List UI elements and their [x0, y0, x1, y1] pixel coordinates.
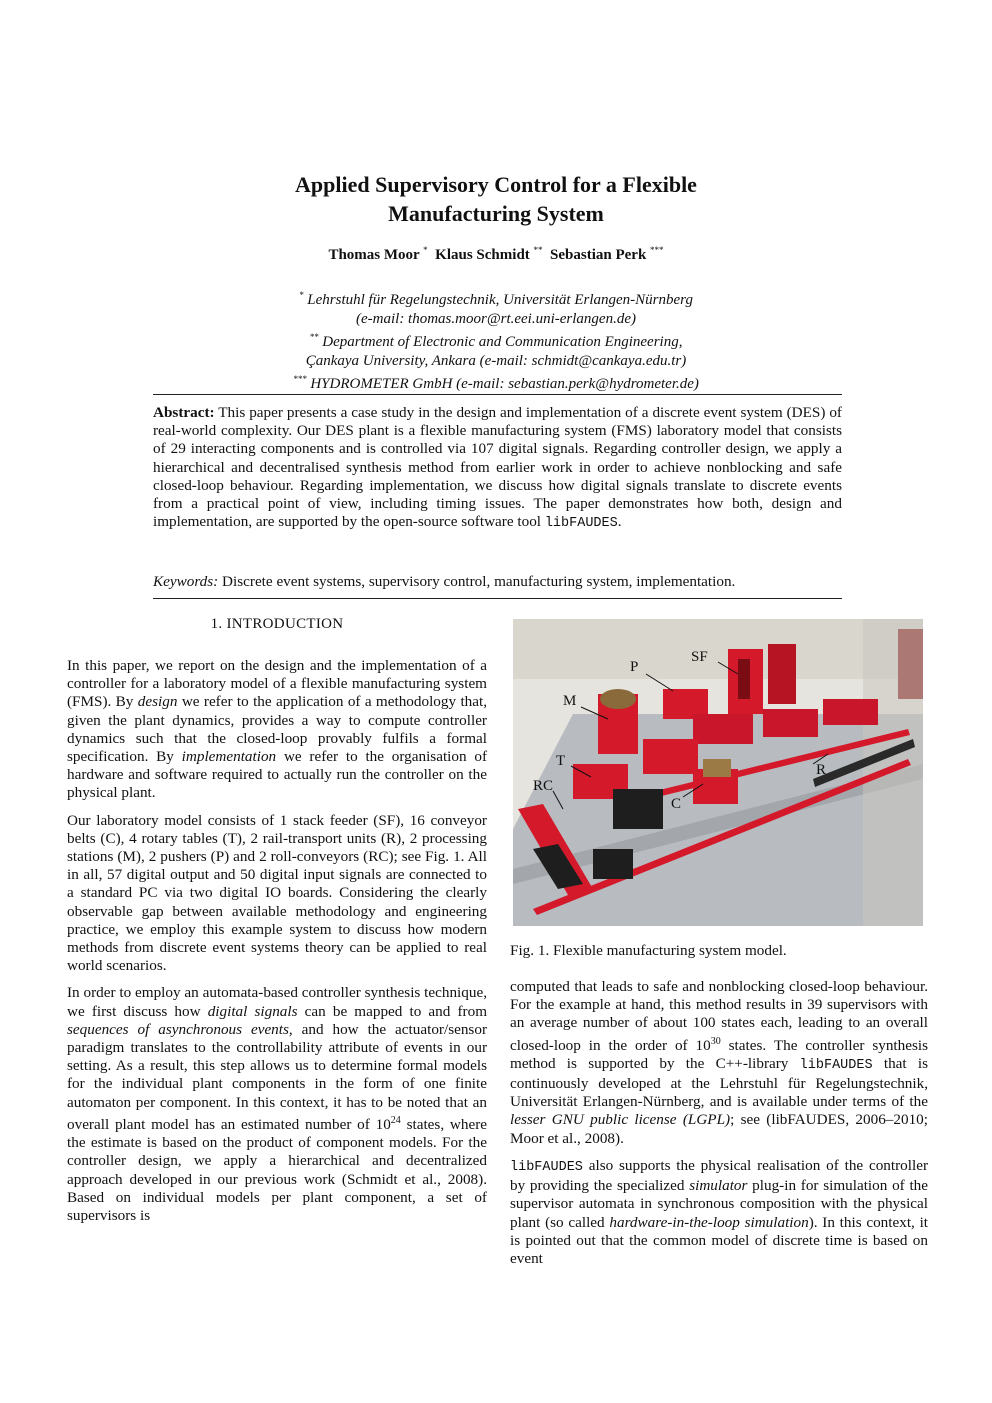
- text-run: Our laboratory model consists of 1 stack feeder (SF), 16 conveyor belts (C), 4 rotary tables (T), 2 rail-transport units (R), 2 processing stations (M), 2 pushers (P) and 2 roll-conveyors (RC); see Fig. 1. All in all, 57 digital output and 50 digital input signals are connected to a standard PC via two digital IO boards. Considering the clearly observable gap between available methodology and engineering practice, we employ this example system to discuss how modern methods from discrete event systems theory can be applied to real world scenarios.: [67, 811, 487, 975]
- label-rc: RC: [533, 778, 554, 794]
- author-mark: **: [533, 245, 543, 255]
- affiliation-mark: ***: [293, 374, 307, 384]
- conveyor-belt: [593, 849, 633, 879]
- label-sf: SF: [691, 649, 708, 665]
- number: 10: [375, 1115, 391, 1133]
- text-run: In this paper, we report on the design and the implementation of a controller for a laboratory model of a flexible manufacturing system (FMS). By: [67, 657, 487, 711]
- abstract: [153, 404, 842, 533]
- abstract-tool-name: libFAUDES: [544, 516, 618, 532]
- paragraph: [67, 812, 487, 976]
- abstract-label: Abstract:: [153, 404, 215, 421]
- affiliation-2: [0, 328, 992, 352]
- text-run: also supports the physical realisation of the controller by providing the specialized: [510, 1156, 928, 1195]
- wall-upper: [513, 619, 923, 679]
- text-run: we refer to the application of a methodology that, given the plant dynamics, provides a way to compute controller dynamics such that the closed-loop provably fulfils a formal specification. By: [67, 693, 488, 766]
- text-run: ). In this context, it is pointed out that the common model of discrete time is based on event: [510, 1213, 929, 1267]
- motor: [600, 689, 636, 709]
- text-run: that is continuously developed at the Lehrstuhl für Regelungstechnik, Universität Erlangen-Nürnberg, and is available under terms of the: [510, 1054, 929, 1111]
- left-column: [67, 657, 487, 1234]
- affiliation-email: Çankaya University, Ankara (e-mail: schmidt@cankaya.edu.tr): [305, 352, 687, 369]
- emphasis: sequences of asynchronous events: [67, 1020, 289, 1038]
- exponent: 24: [390, 1114, 401, 1126]
- abstract-end: .: [617, 513, 622, 531]
- emphasis: lesser GNU public license (LGPL): [510, 1111, 731, 1129]
- stack-feeder-tower: [768, 644, 796, 704]
- affiliation-text: HYDROMETER GmbH (e-mail: sebastian.perk@hydrometer.de): [310, 376, 699, 392]
- author-list: [0, 245, 992, 264]
- label-r: R: [816, 762, 827, 778]
- label-p: P: [630, 659, 639, 675]
- affiliation-mark: *: [299, 290, 304, 300]
- emphasis: implementation: [181, 748, 277, 766]
- paragraph: [67, 984, 487, 1225]
- emphasis: digital signals: [207, 1002, 298, 1020]
- keywords-text: Discrete event systems, supervisory control, manufacturing system, implementation.: [222, 573, 736, 590]
- section-heading: 1. INTRODUCTION: [210, 616, 344, 632]
- conveyor-belt: [823, 699, 878, 725]
- affiliations: [0, 286, 992, 394]
- affiliation-mark: **: [309, 332, 319, 342]
- text-run: plug-in for simulation of the supervisor automata in synchronous composition with the physical plant (so called: [510, 1177, 929, 1231]
- author-mark: ***: [650, 245, 664, 255]
- conveyor-belt: [693, 714, 753, 744]
- exponent: 30: [710, 1035, 721, 1047]
- text-run: we refer to the organisation of hardware and software required to actually run the controller on the physical plant.: [67, 748, 487, 802]
- number: 10: [695, 1036, 711, 1054]
- author-name: Thomas Moor: [328, 247, 420, 263]
- affiliation-email: (e-mail: thomas.moor@rt.eei.uni-erlangen.de): [356, 310, 636, 327]
- affiliation-text: Department of Electronic and Communication Engineering,: [322, 334, 683, 350]
- paper-title: [0, 170, 992, 228]
- text-run: computed that leads to safe and nonblocking closed-loop behaviour. For the example at hand, this method results in 39 supervisors with an average number of about 100 states each, leading to an overall closed-loop in the order of: [510, 978, 928, 1054]
- affiliation-3: [0, 370, 992, 394]
- paragraph: [510, 1157, 928, 1268]
- paragraph: [510, 978, 928, 1148]
- conveyor-belt: [763, 709, 818, 737]
- tool-name: libFAUDES: [799, 1057, 873, 1073]
- text-run: states. The controller synthesis method is supported by the C++-library: [510, 1036, 929, 1072]
- emphasis: design: [137, 693, 178, 711]
- workpiece: [703, 759, 731, 777]
- author-mark: *: [423, 245, 428, 255]
- emphasis: hardware-in-the-loop simulation: [609, 1213, 809, 1231]
- emphasis: simulator: [689, 1177, 748, 1195]
- affiliation-1: [0, 286, 992, 310]
- table-leg-area: [863, 619, 923, 926]
- text-run: can be mapped to and from: [304, 1002, 488, 1020]
- right-column: [510, 978, 928, 1277]
- conveyor-unit: [643, 739, 698, 774]
- paragraph: [67, 657, 487, 803]
- keywords: [153, 573, 842, 591]
- text-run: ; see (libFAUDES, 2006–2010; Moor et al., 2008).: [510, 1111, 928, 1147]
- abstract-top-rule: [153, 394, 842, 395]
- abstract-text: This paper presents a case study in the design and implementation of a discrete event system (DES) of real-world complexity. Our DES plant is a flexible manufacturing system (FMS) laboratory model that consists of 29 interacting components and is controlled via 107 digital signals. Regarding controller design, we apply a hierarchical and decentralised synthesis method from earlier work in order to achieve nonblocking and safe closed-loop behaviour. Regarding implementation, we discuss how digital signals translate to discrete events from a practical point of view, including timing issues. The paper demonstrates how both, design and implementation, are supported by the open-source software tool: [153, 404, 842, 531]
- label-c: C: [671, 796, 682, 812]
- author-name: Klaus Schmidt: [435, 247, 530, 263]
- keywords-label: Keywords:: [153, 573, 219, 590]
- text-run: states, where the estimate is based on the product of component models. For the controller design, we apply a hierarchical and decentralized approach developed in our previous work (Schmidt et al., 2008). Based on individual models per plant component, a set of supervisors is: [67, 1115, 488, 1224]
- author-name: Sebastian Perk: [550, 247, 647, 263]
- title-line-2: Manufacturing System: [388, 201, 604, 226]
- fms-photo-figure: [513, 619, 923, 926]
- label-m: M: [563, 693, 577, 709]
- affiliation-text: Lehrstuhl für Regelungstechnik, Universität Erlangen-Nürnberg: [307, 292, 693, 308]
- stack-feeder-detail: [738, 659, 750, 699]
- text-run: , and how the actuator/sensor paradigm translates to the controllability attribute of events in our setting. As a result, this step allows us to determine formal models for the individual plant components in the form of one finite automaton per component. In this context, it has to be noted that an overall plant model has an estimated number of: [67, 1020, 487, 1133]
- text-run: In order to employ an automata-based controller synthesis technique, we first discuss how: [67, 984, 487, 1020]
- figure-caption: Fig. 1. Flexible manufacturing system model.: [510, 942, 787, 959]
- conveyor-belt: [613, 789, 663, 829]
- tool-name: libFAUDES: [510, 1159, 583, 1175]
- title-line-1: Applied Supervisory Control for a Flexible: [295, 172, 697, 197]
- label-t: T: [556, 753, 566, 769]
- abstract-bottom-rule: [153, 598, 842, 599]
